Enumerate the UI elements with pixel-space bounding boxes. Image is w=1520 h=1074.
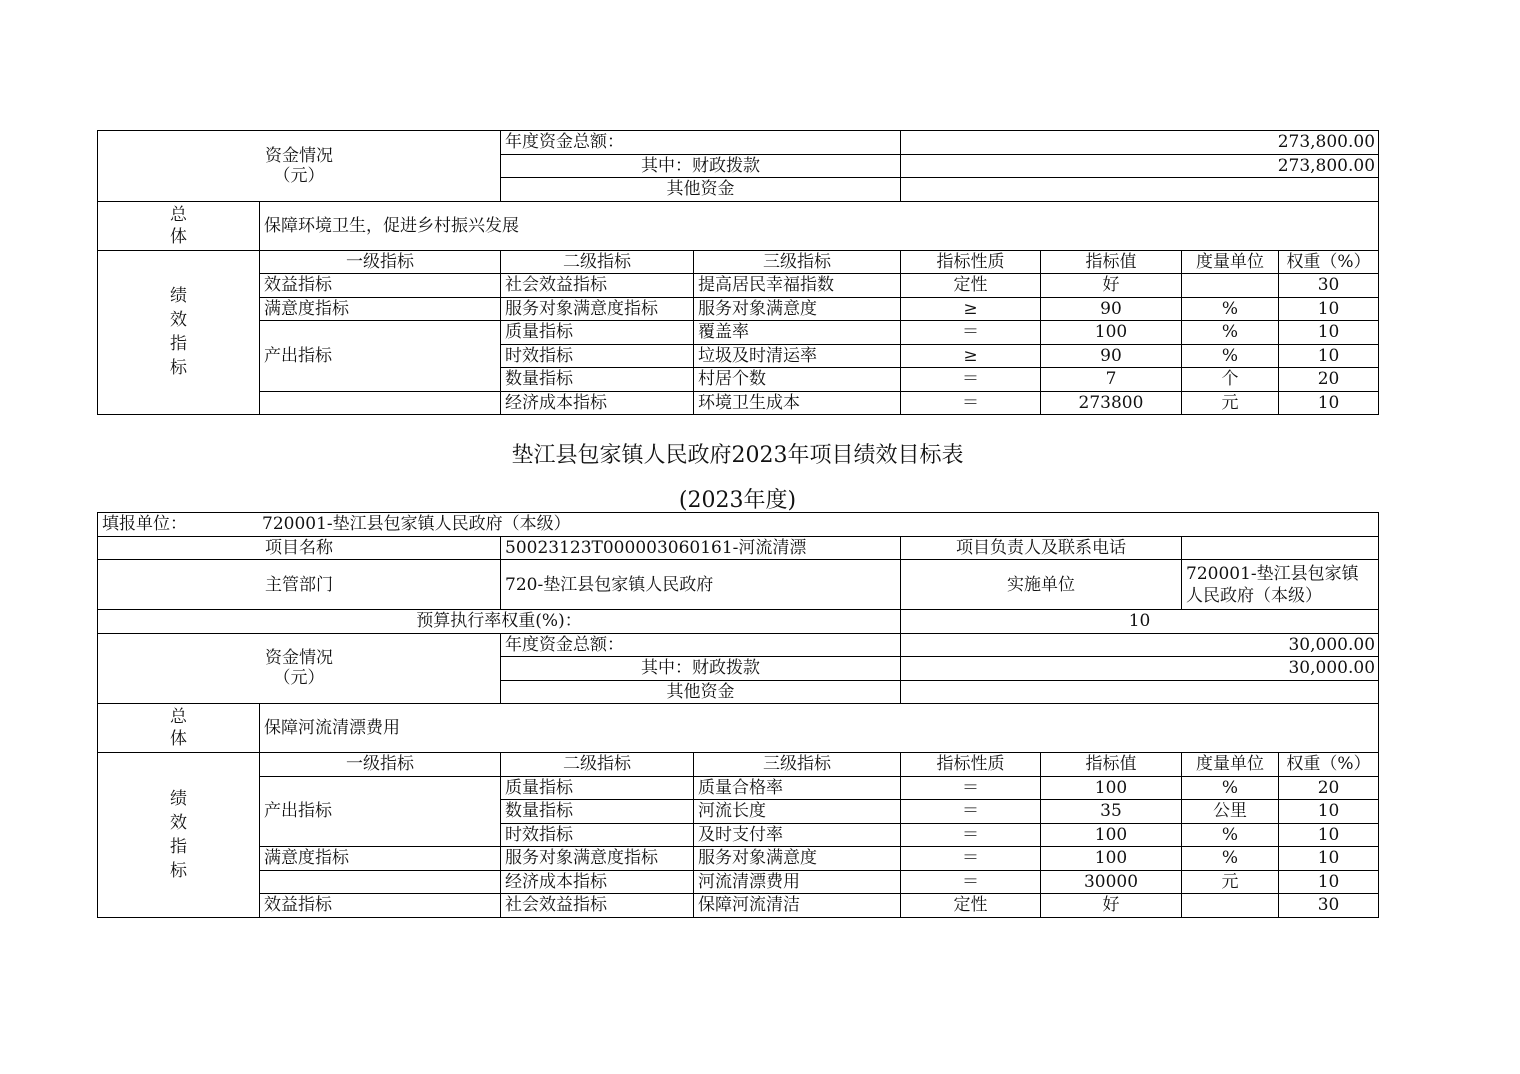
cell-weight: 10 xyxy=(1279,297,1379,321)
cell-unit: % xyxy=(1182,776,1279,800)
cell-unit: % xyxy=(1182,344,1279,368)
cell-l1: 效益指标 xyxy=(260,894,501,918)
cell-weight: 20 xyxy=(1279,776,1379,800)
fund-total-value: 30,000.00 xyxy=(901,633,1379,657)
header-weight: 权重（%） xyxy=(1279,753,1379,777)
dept-value: 720-垫江县包家镇人民政府 xyxy=(501,560,901,610)
cell-weight: 10 xyxy=(1279,391,1379,415)
overall-text: 保障环境卫生，促进乡村振兴发展 xyxy=(260,201,1379,250)
cell-value: 100 xyxy=(1041,823,1182,847)
cell-unit: % xyxy=(1182,321,1279,345)
cell-l1: 效益指标 xyxy=(260,274,501,298)
perf-label xyxy=(98,250,260,415)
fund-label: 资金情况 （元） xyxy=(98,131,501,202)
table-row xyxy=(98,847,1379,871)
cell-nature: ＝ xyxy=(901,823,1041,847)
cell-value: 100 xyxy=(1041,321,1182,345)
cell-nature: 定性 xyxy=(901,894,1041,918)
header-value: 指标值 xyxy=(1041,753,1182,777)
cell-l1 xyxy=(260,391,501,415)
cell-l2: 质量指标 xyxy=(501,321,694,345)
fund-fiscal-value: 30,000.00 xyxy=(901,657,1379,681)
cell-value: 好 xyxy=(1041,894,1182,918)
cell-weight: 10 xyxy=(1279,344,1379,368)
performance-table-2 xyxy=(97,512,1379,918)
cell-unit: 公里 xyxy=(1182,800,1279,824)
cell-l3: 环境卫生成本 xyxy=(694,391,901,415)
cell-l3: 覆盖率 xyxy=(694,321,901,345)
contact-label: 项目负责人及联系电话 xyxy=(901,536,1182,560)
cell-l3: 村居个数 xyxy=(694,368,901,392)
overall-label xyxy=(98,704,260,753)
project-name-value: 50023123T000003060161-河流清漂 xyxy=(501,536,901,560)
page-subtitle: (2023年度) xyxy=(678,488,797,513)
cell-value: 35 xyxy=(1041,800,1182,824)
perf-label-text: 绩 效 指 标 xyxy=(170,788,187,881)
reporter-value: 720001-垫江县包家镇人民政府（本级） xyxy=(262,514,571,535)
cell-l3: 河流长度 xyxy=(694,800,901,824)
header-l2: 二级指标 xyxy=(501,250,694,274)
table-row xyxy=(98,391,1379,415)
fund-other-label: 其他资金 xyxy=(501,680,901,704)
cell-value: 90 xyxy=(1041,297,1182,321)
header-l3: 三级指标 xyxy=(694,753,901,777)
budget-rate-label: 预算执行率权重(%)： xyxy=(98,610,901,634)
table-row xyxy=(98,297,1379,321)
cell-l3: 质量合格率 xyxy=(694,776,901,800)
cell-l1 xyxy=(260,870,501,894)
cell-value: 好 xyxy=(1041,274,1182,298)
reporter-row xyxy=(98,513,1379,537)
performance-table-1 xyxy=(97,130,1379,415)
cell-l3: 及时支付率 xyxy=(694,823,901,847)
contact-value xyxy=(1182,536,1379,560)
fund-fiscal-value: 273,800.00 xyxy=(901,154,1379,178)
impl-label: 实施单位 xyxy=(901,560,1182,610)
overall-label xyxy=(98,201,260,250)
table-row xyxy=(98,870,1379,894)
cell-value: 100 xyxy=(1041,847,1182,871)
header-l1: 一级指标 xyxy=(260,753,501,777)
cell-l1: 满意度指标 xyxy=(260,847,501,871)
cell-l2: 社会效益指标 xyxy=(501,894,694,918)
impl-value: 720001-垫江县包家镇人民政府（本级） xyxy=(1182,560,1379,610)
cell-value: 90 xyxy=(1041,344,1182,368)
perf-label xyxy=(98,753,260,918)
fund-total-label: 年度资金总额： xyxy=(501,633,901,657)
cell-l3: 提高居民幸福指数 xyxy=(694,274,901,298)
fund-total-label: 年度资金总额： xyxy=(501,131,901,155)
cell-nature: ≥ xyxy=(901,297,1041,321)
cell-nature: ＝ xyxy=(901,800,1041,824)
fund-fiscal-label: 其中：财政拨款 xyxy=(501,154,901,178)
cell-weight: 10 xyxy=(1279,800,1379,824)
cell-l2: 时效指标 xyxy=(501,344,694,368)
cell-l1: 满意度指标 xyxy=(260,297,501,321)
cell-weight: 10 xyxy=(1279,823,1379,847)
header-nature: 指标性质 xyxy=(901,753,1041,777)
header-unit: 度量单位 xyxy=(1182,753,1279,777)
cell-value: 30000 xyxy=(1041,870,1182,894)
header-nature: 指标性质 xyxy=(901,250,1041,274)
cell-l2: 质量指标 xyxy=(501,776,694,800)
cell-l2: 服务对象满意度指标 xyxy=(501,847,694,871)
cell-nature: ＝ xyxy=(901,870,1041,894)
dept-label: 主管部门 xyxy=(98,560,501,610)
cell-weight: 30 xyxy=(1279,274,1379,298)
overall-label-text: 总 体 xyxy=(170,707,187,749)
header-unit: 度量单位 xyxy=(1182,250,1279,274)
cell-nature: ＝ xyxy=(901,368,1041,392)
cell-l3: 服务对象满意度 xyxy=(694,297,901,321)
cell-weight: 20 xyxy=(1279,368,1379,392)
budget-rate-value: 10 xyxy=(901,610,1379,634)
cell-l1: 产出指标 xyxy=(260,776,501,847)
cell-l2: 社会效益指标 xyxy=(501,274,694,298)
fund-fiscal-label: 其中：财政拨款 xyxy=(501,657,901,681)
cell-l2: 经济成本指标 xyxy=(501,870,694,894)
table-row xyxy=(98,894,1379,918)
header-value: 指标值 xyxy=(1041,250,1182,274)
cell-l2: 数量指标 xyxy=(501,368,694,392)
cell-unit xyxy=(1182,894,1279,918)
overall-text: 保障河流清漂费用 xyxy=(260,704,1379,753)
cell-value: 7 xyxy=(1041,368,1182,392)
cell-value: 273800 xyxy=(1041,391,1182,415)
cell-unit: 元 xyxy=(1182,870,1279,894)
cell-nature: ＝ xyxy=(901,847,1041,871)
cell-unit: % xyxy=(1182,823,1279,847)
cell-l2: 经济成本指标 xyxy=(501,391,694,415)
header-weight: 权重（%） xyxy=(1279,250,1379,274)
table-row xyxy=(98,274,1379,298)
cell-nature: ≥ xyxy=(901,344,1041,368)
header-l1: 一级指标 xyxy=(260,250,501,274)
project-name-label: 项目名称 xyxy=(98,536,501,560)
cell-nature: ＝ xyxy=(901,391,1041,415)
cell-weight: 30 xyxy=(1279,894,1379,918)
cell-unit: % xyxy=(1182,297,1279,321)
table-row xyxy=(98,321,1379,345)
cell-l3: 保障河流清洁 xyxy=(694,894,901,918)
cell-unit: % xyxy=(1182,847,1279,871)
cell-l1: 产出指标 xyxy=(260,321,501,392)
cell-unit: 元 xyxy=(1182,391,1279,415)
overall-label-text: 总 体 xyxy=(170,204,187,247)
cell-l3: 垃圾及时清运率 xyxy=(694,344,901,368)
header-l2: 二级指标 xyxy=(501,753,694,777)
cell-value: 100 xyxy=(1041,776,1182,800)
perf-label-text: 绩 效 指 标 xyxy=(170,286,187,379)
cell-nature: ＝ xyxy=(901,776,1041,800)
header-l3: 三级指标 xyxy=(694,250,901,274)
cell-l2: 时效指标 xyxy=(501,823,694,847)
fund-other-value xyxy=(901,178,1379,202)
cell-unit: 个 xyxy=(1182,368,1279,392)
reporter-label: 填报单位： xyxy=(102,514,187,535)
cell-unit xyxy=(1182,274,1279,298)
cell-nature: ＝ xyxy=(901,321,1041,345)
fund-label: 资金情况 （元） xyxy=(98,633,501,704)
cell-l3: 河流清漂费用 xyxy=(694,870,901,894)
fund-other-value xyxy=(901,680,1379,704)
cell-l3: 服务对象满意度 xyxy=(694,847,901,871)
cell-weight: 10 xyxy=(1279,321,1379,345)
cell-l2: 数量指标 xyxy=(501,800,694,824)
table-row xyxy=(98,776,1379,800)
page-title: 垫江县包家镇人民政府2023年项目绩效目标表 xyxy=(511,443,964,468)
fund-other-label: 其他资金 xyxy=(501,178,901,202)
fund-total-value: 273,800.00 xyxy=(901,131,1379,155)
cell-weight: 10 xyxy=(1279,870,1379,894)
cell-weight: 10 xyxy=(1279,847,1379,871)
cell-nature: 定性 xyxy=(901,274,1041,298)
cell-l2: 服务对象满意度指标 xyxy=(501,297,694,321)
